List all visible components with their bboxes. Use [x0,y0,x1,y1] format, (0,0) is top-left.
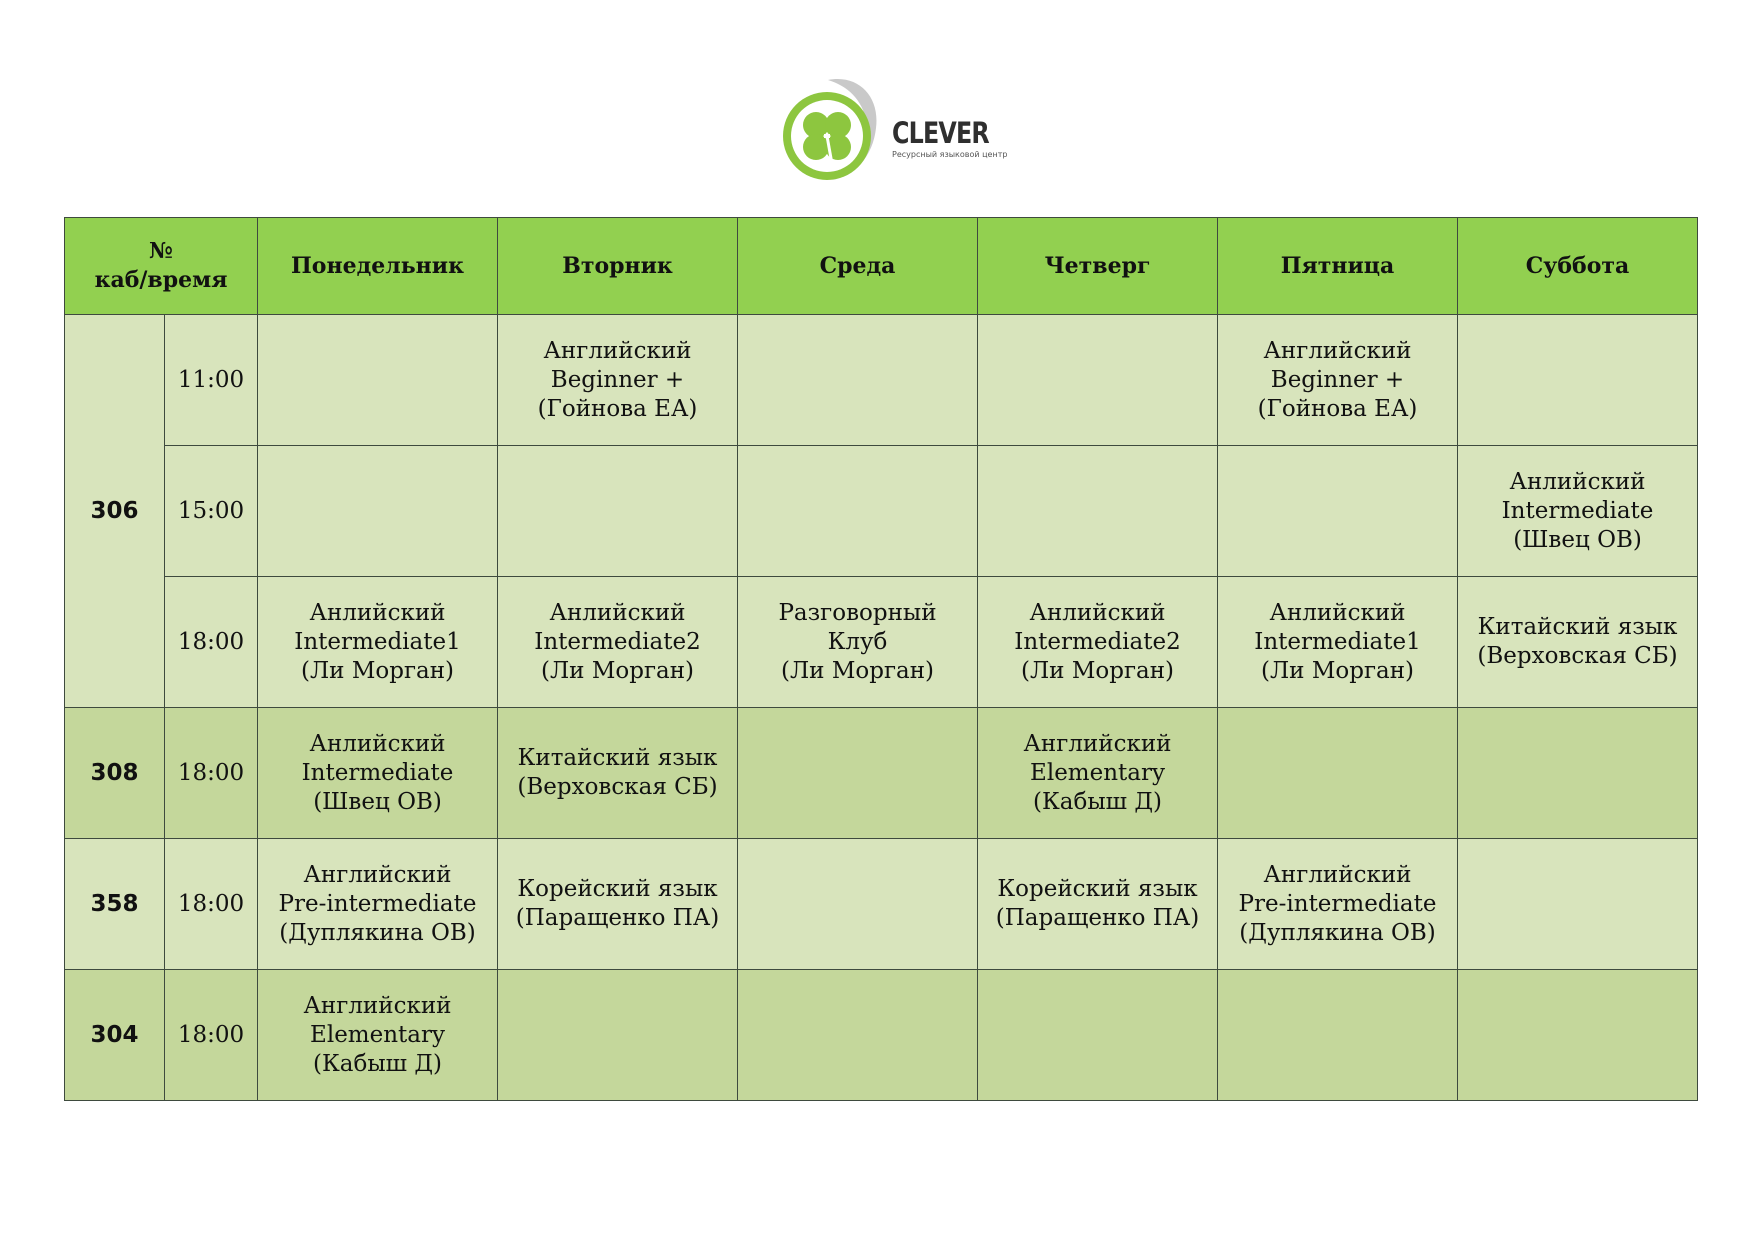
schedule-body [65,315,1698,1101]
class-cell [258,446,498,577]
class-cell-line: (Кабыш Д) [1033,788,1163,815]
header-day-tuesday: Вторник [498,218,738,315]
header-room-symbol: № [149,238,173,264]
class-cell-line: Английский [543,337,692,364]
table-row [65,970,1698,1101]
class-cell [738,315,978,446]
time-slot: 15:00 [165,446,258,577]
class-cell [498,708,738,839]
class-cell-line: Pre-intermediate [1238,890,1437,917]
class-cell [1218,839,1458,970]
clever-logo [780,76,1008,188]
header-day-wednesday: Среда [738,218,978,315]
class-cell-line: Intermediate2 [534,628,701,655]
class-cell-line: Pre-intermediate [278,890,477,917]
class-cell [1218,315,1458,446]
class-cell [498,970,738,1101]
class-cell-line: Английский [303,992,452,1019]
class-cell-line: (Ли Морган) [1261,657,1415,684]
class-cell-line: (Швец ОВ) [1513,526,1642,553]
class-cell [258,708,498,839]
class-cell [1458,708,1698,839]
time-slot: 18:00 [165,708,258,839]
class-cell [978,446,1218,577]
class-cell-line: (Паращенко ПА) [515,905,720,931]
class-cell [1458,446,1698,577]
class-cell-line: (Кабыш Д) [313,1050,443,1077]
class-cell [978,708,1218,839]
class-cell-line: Elementary [310,1021,445,1048]
class-cell-line: Intermediate1 [1254,628,1421,655]
class-cell-line: Английский [1263,861,1412,888]
class-cell-line: Корейский язык [517,876,718,902]
class-cell-line: Анлийский [1029,599,1166,626]
class-cell-line: Beginner + [550,366,685,393]
logo-brand-text: CLEVER [892,116,989,150]
class-cell-line: Клуб [827,628,888,655]
class-cell-line: Английский [303,861,452,888]
header-room-time-label: каб/время [94,267,228,293]
class-cell-line: Intermediate [1501,497,1654,524]
class-cell-line: (Ли Морган) [781,657,935,684]
class-cell [738,839,978,970]
class-cell-line: Beginner + [1270,366,1405,393]
class-cell-line: (Ли Морган) [1021,657,1175,684]
room-number: 304 [65,970,165,1101]
class-cell [258,315,498,446]
table-row [65,315,1698,446]
class-cell-line: Разговорный [778,599,937,626]
class-cell [258,577,498,708]
room-number: 308 [65,708,165,839]
schedule-table [64,217,1698,1101]
header-day-friday: Пятница [1218,218,1458,315]
class-cell-line: Китайский язык [517,745,718,771]
class-cell-line: (Гойнова ЕА) [537,395,698,422]
class-cell [1458,315,1698,446]
class-cell-line: (Дуплякина ОВ) [1239,919,1436,946]
class-cell-line: (Дуплякина ОВ) [279,919,476,946]
class-cell-line: (Паращенко ПА) [995,905,1200,931]
time-slot: 18:00 [165,839,258,970]
class-cell [978,970,1218,1101]
class-cell [978,577,1218,708]
class-cell-line: Корейский язык [997,876,1198,902]
table-row [65,708,1698,839]
class-cell [258,970,498,1101]
class-cell-line: (Гойнова ЕА) [1257,395,1418,422]
class-cell [1218,577,1458,708]
class-cell [498,446,738,577]
header-row [65,218,1698,315]
class-cell [1458,970,1698,1101]
class-cell-line: Intermediate [301,759,454,786]
class-cell [978,315,1218,446]
logo-tagline: Ресурсный языковой центр [892,150,1008,159]
class-cell [258,839,498,970]
class-cell [738,970,978,1101]
class-cell [738,446,978,577]
class-cell-line: Intermediate2 [1014,628,1181,655]
header-day-monday: Понедельник [258,218,498,315]
class-cell [1218,970,1458,1101]
class-cell-line: Английский [1263,337,1412,364]
class-cell-line: Анлийский [309,599,446,626]
header-day-saturday: Суббота [1458,218,1698,315]
class-cell-line: (Верховская СБ) [517,774,718,800]
time-slot: 18:00 [165,577,258,708]
class-cell [738,577,978,708]
class-cell-line: Анлийский [309,730,446,757]
header-room-time [65,218,258,315]
class-cell [498,839,738,970]
class-cell-line: Анлийский [1509,468,1646,495]
class-cell-line: Китайский язык [1477,614,1678,640]
table-row [65,839,1698,970]
class-cell-line: (Ли Морган) [301,657,455,684]
room-number: 358 [65,839,165,970]
class-cell-line: Английский [1023,730,1172,757]
class-cell-line: Elementary [1030,759,1165,786]
time-slot: 11:00 [165,315,258,446]
class-cell [1218,446,1458,577]
class-cell [498,577,738,708]
class-cell-line: (Ли Морган) [541,657,695,684]
class-cell [978,839,1218,970]
class-cell-line: (Верховская СБ) [1477,643,1678,669]
table-row [65,577,1698,708]
class-cell [738,708,978,839]
class-cell-line: (Швец ОВ) [313,788,442,815]
time-slot: 18:00 [165,970,258,1101]
class-cell-line: Intermediate1 [294,628,461,655]
class-cell-line: Анлийский [549,599,686,626]
room-number: 306 [65,315,165,708]
class-cell-line: Анлийский [1269,599,1406,626]
class-cell [1218,708,1458,839]
clover-icon [780,76,890,188]
class-cell [1458,577,1698,708]
class-cell [1458,839,1698,970]
header-day-thursday: Четверг [978,218,1218,315]
class-cell [498,315,738,446]
table-row [65,446,1698,577]
